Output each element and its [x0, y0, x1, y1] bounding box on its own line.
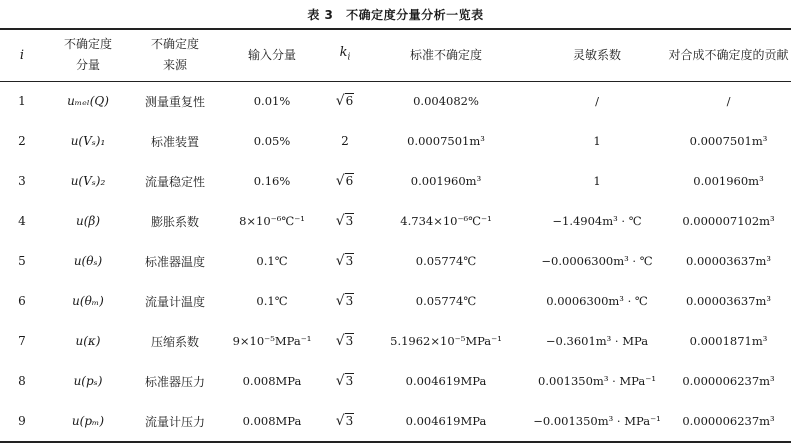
cell-contribution: 0.0001871m³ — [689, 334, 768, 348]
cell-standard: 0.004619MPa — [405, 414, 487, 428]
cell-contribution: / — [726, 94, 731, 108]
header-contribution: 对合成不确定度的贡献 — [668, 47, 789, 62]
cell-k — [326, 81, 364, 121]
table-row — [0, 241, 791, 281]
cell-sensitivity: −0.0006300m³ · ℃ — [541, 254, 653, 268]
cell-component: u(pₛ) — [73, 374, 103, 388]
cell-index: 4 — [18, 214, 26, 228]
cell-contribution: 0.00003637m³ — [685, 294, 772, 308]
cell-contribution: 0.000007102m³ — [682, 214, 775, 228]
cell-index: 7 — [18, 334, 26, 348]
cell-k — [326, 161, 364, 201]
header-standard: 标准不确定度 — [409, 47, 482, 62]
sqrt-symbol: √3 — [335, 413, 354, 429]
sqrt-symbol: √3 — [335, 293, 354, 309]
cell-input: 0.05% — [253, 134, 291, 148]
header-source-line2: 来源 — [162, 58, 187, 72]
header-component-line2: 分量 — [75, 58, 100, 72]
table-row — [0, 281, 791, 321]
cell-standard: 5.1962×10⁻⁵MPa⁻¹ — [390, 334, 502, 348]
cell-source: 流量稳定性 — [144, 174, 205, 189]
cell-k — [326, 361, 364, 401]
cell-index: 2 — [18, 134, 26, 148]
cell-input: 0.1℃ — [256, 254, 288, 268]
table-caption — [0, 6, 791, 23]
header-source-line1: 不确定度 — [150, 37, 199, 51]
cell-standard: 0.05774℃ — [415, 254, 477, 268]
table-row — [0, 81, 791, 121]
cell-source: 膨胀系数 — [150, 214, 199, 229]
cell-sensitivity: 1 — [593, 174, 601, 188]
header-index: i — [19, 47, 25, 63]
cell-component: u(θₛ) — [73, 254, 103, 268]
sqrt-symbol: √3 — [335, 213, 354, 229]
cell-k — [326, 401, 364, 441]
cell-index: 6 — [18, 294, 26, 308]
bottom-rule — [0, 441, 791, 443]
cell-component: u(pₘ) — [71, 414, 105, 428]
cell-source: 压缩系数 — [150, 334, 199, 349]
cell-sensitivity: 1 — [593, 134, 601, 148]
cell-index: 3 — [18, 174, 26, 188]
cell-component: u(Vₛ)₁ — [70, 134, 106, 148]
table-title: 不确定度分量分析一览表 — [346, 8, 484, 22]
header-source — [132, 29, 218, 81]
table-row — [0, 161, 791, 201]
header-component-line1: 不确定度 — [63, 37, 112, 51]
cell-contribution: 0.0007501m³ — [689, 134, 768, 148]
cell-sensitivity: 0.001350m³ · MPa⁻¹ — [538, 374, 656, 388]
sqrt-symbol: √3 — [335, 333, 354, 349]
cell-source: 流量计压力 — [144, 414, 205, 429]
cell-source: 标准器压力 — [144, 374, 205, 389]
cell-component: u(Vₛ)₂ — [70, 174, 106, 188]
cell-input: 8×10⁻⁶℃⁻¹ — [239, 214, 305, 228]
sqrt-symbol: √6 — [335, 93, 354, 109]
cell-sensitivity: −0.3601m³ · MPa — [545, 334, 649, 348]
cell-k — [326, 201, 364, 241]
cell-contribution: 0.000006237m³ — [682, 374, 775, 388]
cell-standard: 0.004082% — [413, 94, 479, 108]
cell-standard: 0.05774℃ — [415, 294, 477, 308]
header-sensitivity: 灵敏系数 — [572, 47, 621, 62]
cell-component: u(κ) — [75, 334, 101, 348]
cell-contribution: 0.000006237m³ — [682, 414, 775, 428]
cell-source: 流量计温度 — [144, 294, 205, 309]
cell-input: 0.16% — [253, 174, 291, 188]
header-k — [326, 29, 364, 81]
cell-input: 0.008MPa — [242, 414, 302, 428]
cell-standard: 0.004619MPa — [405, 374, 487, 388]
cell-component: u(β) — [75, 214, 101, 228]
cell-k — [326, 241, 364, 281]
table-row — [0, 121, 791, 161]
cell-standard: 4.734×10⁻⁶℃⁻¹ — [400, 214, 492, 228]
cell-contribution: 0.00003637m³ — [685, 254, 772, 268]
table-row — [0, 401, 791, 441]
cell-input: 0.1℃ — [256, 294, 288, 308]
header-input: 输入分量 — [247, 47, 296, 62]
header-row — [0, 29, 791, 81]
cell-source: 标准装置 — [150, 134, 199, 149]
cell-source: 标准器温度 — [144, 254, 205, 269]
cell-sensitivity: −1.4904m³ · ℃ — [552, 214, 642, 228]
cell-standard: 0.001960m³ — [410, 174, 482, 188]
cell-index: 9 — [18, 414, 26, 428]
table-row — [0, 361, 791, 401]
header-k-text: $k_i$ — [339, 44, 351, 63]
cell-k: 2 — [341, 134, 349, 148]
sqrt-symbol: √3 — [335, 373, 354, 389]
cell-input: 0.008MPa — [242, 374, 302, 388]
cell-k — [326, 281, 364, 321]
sqrt-symbol: √3 — [335, 253, 354, 269]
cell-index: 8 — [18, 374, 26, 388]
uncertainty-table — [0, 29, 791, 441]
cell-k — [326, 321, 364, 361]
header-component — [44, 29, 132, 81]
sqrt-symbol: √6 — [335, 173, 354, 189]
cell-component: u(θₘ) — [72, 294, 104, 308]
table-row — [0, 321, 791, 361]
cell-component: uₘₑₗ(Q) — [67, 94, 109, 108]
cell-sensitivity: / — [595, 94, 599, 108]
table-number: 表 3 — [307, 8, 334, 22]
cell-index: 5 — [18, 254, 26, 268]
cell-input: 9×10⁻⁵MPa⁻¹ — [232, 334, 312, 348]
cell-sensitivity: 0.0006300m³ · ℃ — [546, 294, 648, 308]
cell-index: 1 — [18, 94, 26, 108]
cell-sensitivity: −0.001350m³ · MPa⁻¹ — [533, 414, 661, 428]
table-row — [0, 201, 791, 241]
cell-source: 测量重复性 — [144, 94, 205, 109]
cell-input: 0.01% — [253, 94, 291, 108]
cell-standard: 0.0007501m³ — [407, 134, 485, 148]
cell-contribution: 0.001960m³ — [693, 174, 764, 188]
